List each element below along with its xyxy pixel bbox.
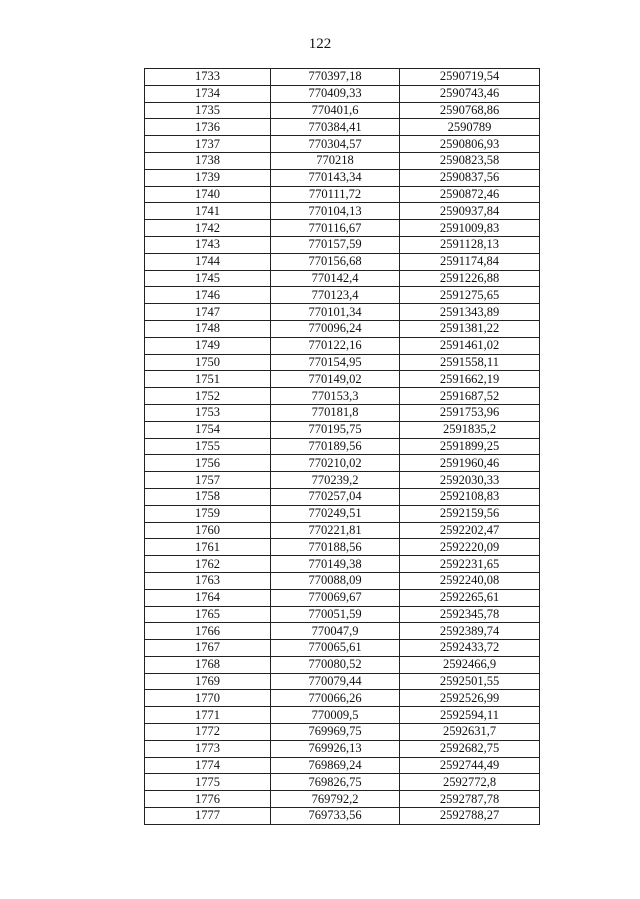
- point-number-cell: 1768: [145, 656, 271, 673]
- point-number-cell: 1752: [145, 388, 271, 405]
- point-number-cell: 1751: [145, 371, 271, 388]
- x-coordinate-cell: 770221,81: [271, 522, 400, 539]
- table-row: [145, 119, 540, 136]
- point-number-cell: 1756: [145, 455, 271, 472]
- table-row: [145, 169, 540, 186]
- point-number-cell: 1740: [145, 186, 271, 203]
- x-coordinate-cell: 769869,24: [271, 757, 400, 774]
- x-coordinate-cell: 769826,75: [271, 774, 400, 791]
- y-coordinate-cell: 2591343,89: [400, 304, 540, 321]
- table-row: [145, 589, 540, 606]
- y-coordinate-cell: 2592787,78: [400, 791, 540, 808]
- table-row: [145, 539, 540, 556]
- table-row: [145, 606, 540, 623]
- x-coordinate-cell: 770210,02: [271, 455, 400, 472]
- y-coordinate-cell: 2590872,46: [400, 186, 540, 203]
- x-coordinate-cell: 770122,16: [271, 337, 400, 354]
- point-number-cell: 1775: [145, 774, 271, 791]
- table-row: [145, 287, 540, 304]
- table-row: [145, 304, 540, 321]
- x-coordinate-cell: 770218: [271, 152, 400, 169]
- y-coordinate-cell: 2591687,52: [400, 388, 540, 405]
- table-row: [145, 808, 540, 825]
- point-number-cell: 1738: [145, 152, 271, 169]
- table-row: [145, 640, 540, 657]
- y-coordinate-cell: 2592345,78: [400, 606, 540, 623]
- y-coordinate-cell: 2592220,09: [400, 539, 540, 556]
- table-row: [145, 85, 540, 102]
- x-coordinate-cell: 770384,41: [271, 119, 400, 136]
- x-coordinate-cell: 769926,13: [271, 740, 400, 757]
- table-row: [145, 69, 540, 86]
- x-coordinate-cell: 770188,56: [271, 539, 400, 556]
- x-coordinate-cell: 770189,56: [271, 438, 400, 455]
- point-number-cell: 1776: [145, 791, 271, 808]
- point-number-cell: 1770: [145, 690, 271, 707]
- coordinates-table-body: [145, 69, 540, 825]
- y-coordinate-cell: 2590719,54: [400, 69, 540, 86]
- y-coordinate-cell: 2591009,83: [400, 220, 540, 237]
- y-coordinate-cell: 2592594,11: [400, 707, 540, 724]
- y-coordinate-cell: 2592108,83: [400, 488, 540, 505]
- x-coordinate-cell: 769733,56: [271, 808, 400, 825]
- point-number-cell: 1762: [145, 556, 271, 573]
- table-row: [145, 186, 540, 203]
- x-coordinate-cell: 770142,4: [271, 270, 400, 287]
- coordinates-table: [144, 68, 540, 825]
- x-coordinate-cell: 770409,33: [271, 85, 400, 102]
- table-row: [145, 656, 540, 673]
- table-row: [145, 152, 540, 169]
- table-row: [145, 488, 540, 505]
- table-row: [145, 791, 540, 808]
- point-number-cell: 1755: [145, 438, 271, 455]
- x-coordinate-cell: 770239,2: [271, 472, 400, 489]
- point-number-cell: 1750: [145, 354, 271, 371]
- point-number-cell: 1747: [145, 304, 271, 321]
- y-coordinate-cell: 2591226,88: [400, 270, 540, 287]
- x-coordinate-cell: 770080,52: [271, 656, 400, 673]
- x-coordinate-cell: 769792,2: [271, 791, 400, 808]
- point-number-cell: 1763: [145, 572, 271, 589]
- table-row: [145, 270, 540, 287]
- x-coordinate-cell: 770069,67: [271, 589, 400, 606]
- x-coordinate-cell: 770047,9: [271, 623, 400, 640]
- y-coordinate-cell: 2591128,13: [400, 236, 540, 253]
- point-number-cell: 1743: [145, 236, 271, 253]
- table-row: [145, 673, 540, 690]
- y-coordinate-cell: 2592030,33: [400, 472, 540, 489]
- table-row: [145, 203, 540, 220]
- point-number-cell: 1754: [145, 421, 271, 438]
- table-row: [145, 388, 540, 405]
- x-coordinate-cell: 770065,61: [271, 640, 400, 657]
- table-row: [145, 724, 540, 741]
- y-coordinate-cell: 2592501,55: [400, 673, 540, 690]
- point-number-cell: 1736: [145, 119, 271, 136]
- point-number-cell: 1746: [145, 287, 271, 304]
- table-row: [145, 623, 540, 640]
- x-coordinate-cell: 770249,51: [271, 505, 400, 522]
- table-row: [145, 505, 540, 522]
- table-row: [145, 522, 540, 539]
- point-number-cell: 1771: [145, 707, 271, 724]
- x-coordinate-cell: 770149,02: [271, 371, 400, 388]
- y-coordinate-cell: 2592682,75: [400, 740, 540, 757]
- y-coordinate-cell: 2591899,25: [400, 438, 540, 455]
- x-coordinate-cell: 769969,75: [271, 724, 400, 741]
- point-number-cell: 1742: [145, 220, 271, 237]
- point-number-cell: 1739: [145, 169, 271, 186]
- y-coordinate-cell: 2592631,7: [400, 724, 540, 741]
- y-coordinate-cell: 2592466,9: [400, 656, 540, 673]
- y-coordinate-cell: 2590837,56: [400, 169, 540, 186]
- point-number-cell: 1735: [145, 102, 271, 119]
- page-number: 122: [308, 36, 332, 52]
- table-row: [145, 371, 540, 388]
- point-number-cell: 1757: [145, 472, 271, 489]
- x-coordinate-cell: 770123,4: [271, 287, 400, 304]
- y-coordinate-cell: 2591381,22: [400, 320, 540, 337]
- y-coordinate-cell: 2590823,58: [400, 152, 540, 169]
- point-number-cell: 1758: [145, 488, 271, 505]
- x-coordinate-cell: 770066,26: [271, 690, 400, 707]
- y-coordinate-cell: 2592159,56: [400, 505, 540, 522]
- y-coordinate-cell: 2592231,65: [400, 556, 540, 573]
- point-number-cell: 1761: [145, 539, 271, 556]
- x-coordinate-cell: 770397,18: [271, 69, 400, 86]
- x-coordinate-cell: 770009,5: [271, 707, 400, 724]
- x-coordinate-cell: 770195,75: [271, 421, 400, 438]
- y-coordinate-cell: 2590768,86: [400, 102, 540, 119]
- y-coordinate-cell: 2591753,96: [400, 404, 540, 421]
- table-row: [145, 421, 540, 438]
- y-coordinate-cell: 2590937,84: [400, 203, 540, 220]
- x-coordinate-cell: 770143,34: [271, 169, 400, 186]
- y-coordinate-cell: 2591558,11: [400, 354, 540, 371]
- table-row: [145, 707, 540, 724]
- x-coordinate-cell: 770153,3: [271, 388, 400, 405]
- table-row: [145, 757, 540, 774]
- point-number-cell: 1766: [145, 623, 271, 640]
- y-coordinate-cell: 2590806,93: [400, 136, 540, 153]
- point-number-cell: 1733: [145, 69, 271, 86]
- y-coordinate-cell: 2590789: [400, 119, 540, 136]
- y-coordinate-cell: 2592265,61: [400, 589, 540, 606]
- point-number-cell: 1772: [145, 724, 271, 741]
- point-number-cell: 1764: [145, 589, 271, 606]
- y-coordinate-cell: 2591662,19: [400, 371, 540, 388]
- y-coordinate-cell: 2591174,84: [400, 253, 540, 270]
- point-number-cell: 1760: [145, 522, 271, 539]
- point-number-cell: 1777: [145, 808, 271, 825]
- y-coordinate-cell: 2591461,02: [400, 337, 540, 354]
- y-coordinate-cell: 2592772,8: [400, 774, 540, 791]
- x-coordinate-cell: 770156,68: [271, 253, 400, 270]
- point-number-cell: 1769: [145, 673, 271, 690]
- x-coordinate-cell: 770101,34: [271, 304, 400, 321]
- point-number-cell: 1734: [145, 85, 271, 102]
- table-row: [145, 253, 540, 270]
- x-coordinate-cell: 770116,67: [271, 220, 400, 237]
- y-coordinate-cell: 2592202,47: [400, 522, 540, 539]
- x-coordinate-cell: 770149,38: [271, 556, 400, 573]
- x-coordinate-cell: 770079,44: [271, 673, 400, 690]
- table-row: [145, 472, 540, 489]
- y-coordinate-cell: 2592788,27: [400, 808, 540, 825]
- y-coordinate-cell: 2592744,49: [400, 757, 540, 774]
- point-number-cell: 1774: [145, 757, 271, 774]
- table-row: [145, 455, 540, 472]
- table-row: [145, 354, 540, 371]
- x-coordinate-cell: 770154,95: [271, 354, 400, 371]
- point-number-cell: 1741: [145, 203, 271, 220]
- y-coordinate-cell: 2592526,99: [400, 690, 540, 707]
- table-row: [145, 220, 540, 237]
- x-coordinate-cell: 770401,6: [271, 102, 400, 119]
- y-coordinate-cell: 2591835,2: [400, 421, 540, 438]
- point-number-cell: 1773: [145, 740, 271, 757]
- y-coordinate-cell: 2591960,46: [400, 455, 540, 472]
- x-coordinate-cell: 770257,04: [271, 488, 400, 505]
- table-row: [145, 572, 540, 589]
- x-coordinate-cell: 770111,72: [271, 186, 400, 203]
- table-row: [145, 320, 540, 337]
- y-coordinate-cell: 2590743,46: [400, 85, 540, 102]
- point-number-cell: 1748: [145, 320, 271, 337]
- table-row: [145, 337, 540, 354]
- x-coordinate-cell: 770157,59: [271, 236, 400, 253]
- point-number-cell: 1753: [145, 404, 271, 421]
- y-coordinate-cell: 2592389,74: [400, 623, 540, 640]
- table-row: [145, 690, 540, 707]
- table-row: [145, 740, 540, 757]
- y-coordinate-cell: 2591275,65: [400, 287, 540, 304]
- x-coordinate-cell: 770181,8: [271, 404, 400, 421]
- point-number-cell: 1745: [145, 270, 271, 287]
- point-number-cell: 1749: [145, 337, 271, 354]
- x-coordinate-cell: 770051,59: [271, 606, 400, 623]
- table-row: [145, 556, 540, 573]
- table-row: [145, 136, 540, 153]
- point-number-cell: 1767: [145, 640, 271, 657]
- point-number-cell: 1765: [145, 606, 271, 623]
- point-number-cell: 1737: [145, 136, 271, 153]
- x-coordinate-cell: 770088,09: [271, 572, 400, 589]
- table-row: [145, 404, 540, 421]
- y-coordinate-cell: 2592240,08: [400, 572, 540, 589]
- y-coordinate-cell: 2592433,72: [400, 640, 540, 657]
- x-coordinate-cell: 770304,57: [271, 136, 400, 153]
- table-row: [145, 438, 540, 455]
- table-row: [145, 236, 540, 253]
- point-number-cell: 1759: [145, 505, 271, 522]
- point-number-cell: 1744: [145, 253, 271, 270]
- table-row: [145, 774, 540, 791]
- x-coordinate-cell: 770096,24: [271, 320, 400, 337]
- x-coordinate-cell: 770104,13: [271, 203, 400, 220]
- table-row: [145, 102, 540, 119]
